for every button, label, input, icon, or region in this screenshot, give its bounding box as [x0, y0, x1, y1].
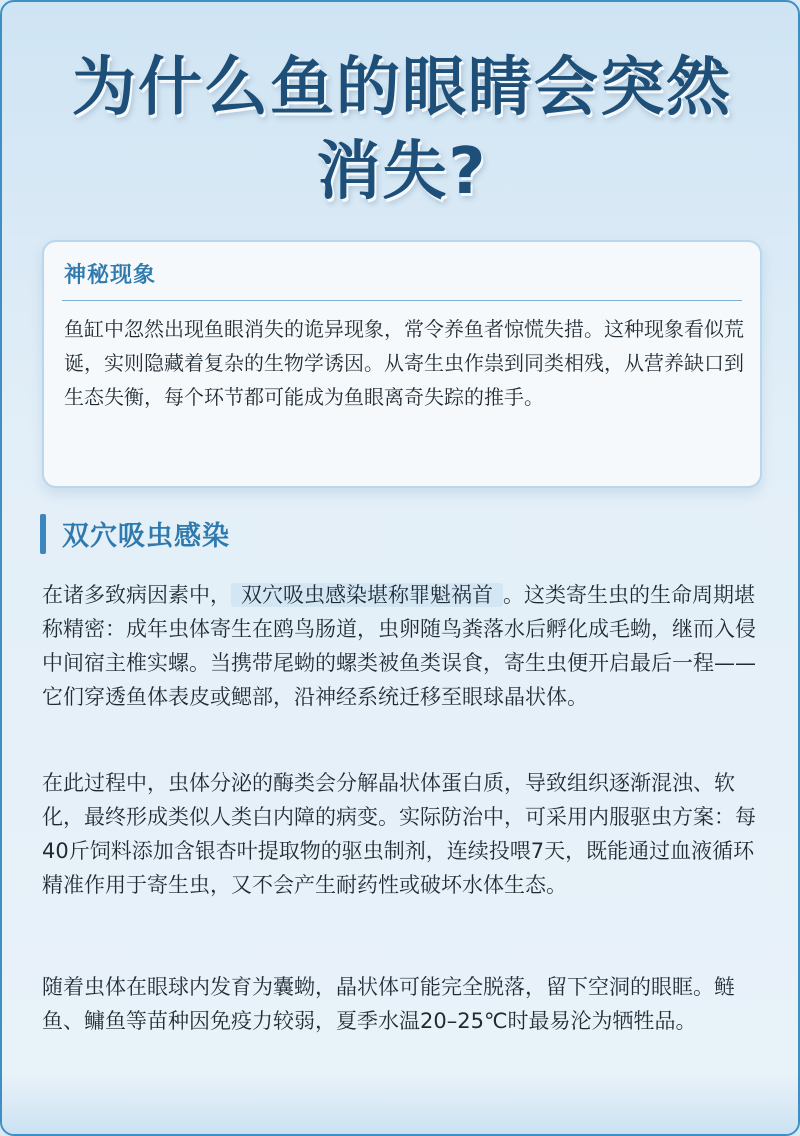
- intro-card: [42, 240, 762, 488]
- paragraph-1-lead: 在诸多致病因素中，: [42, 583, 231, 607]
- intro-card-body: 鱼缸中忽然出现鱼眼消失的诡异现象，常令养鱼者惊慌失措。这种现象看似荒诞，实则隐藏着复杂的生物学诱因。从寄生虫作祟到同类相残，从营养缺口到生态失衡，每个环节都可能成为鱼眼离奇失踪的推手。: [64, 317, 744, 409]
- page-title-line-1: 为什么鱼的眼睛会突然: [72, 51, 732, 125]
- section-accent-bar: [40, 514, 46, 554]
- paragraph-2: 在此过程中，虫体分泌的酶类会分解晶状体蛋白质，导致组织逐渐混浊、软化，最终形成类似人类白内障的病变。实际防治中，可采用内服驱虫方案：每40斤饲料添加含银杏叶提取物的驱虫制剂，连续投喂7天，既能通过血液循环精准作用于寄生虫，又不会产生耐药性或破坏水体生态。: [42, 771, 756, 897]
- intro-card-heading: 神秘现象: [64, 263, 157, 288]
- intro-card-divider: [62, 300, 742, 301]
- section-heading: 双穴吸虫感染: [62, 521, 230, 552]
- paragraph-1: [42, 578, 766, 714]
- paragraph-1-rest: 。这类寄生虫的生命周期堪称精密：成年虫体寄生在鸥鸟肠道，虫卵随鸟粪落水后孵化成毛蚴，继而入侵中间宿主椎实螺。当携带尾蚴的螺类被鱼类误食，寄生虫便开启最后一程——它们穿透鱼体表皮或鳃部，沿神经系统迁移至眼球晶状体。: [42, 583, 756, 709]
- bottom-fade: [2, 1074, 800, 1134]
- highlighted-phrase: 双穴吸虫感染堪称罪魁祸首: [231, 583, 503, 607]
- paragraph-3: 随着虫体在眼球内发育为囊蚴，晶状体可能完全脱落，留下空洞的眼眶。鲢鱼、鳙鱼等苗种因免疫力较弱，夏季水温20–25℃时最易沦为牺牲品。: [42, 975, 735, 1033]
- page-title-line-2: 消失?: [316, 135, 488, 209]
